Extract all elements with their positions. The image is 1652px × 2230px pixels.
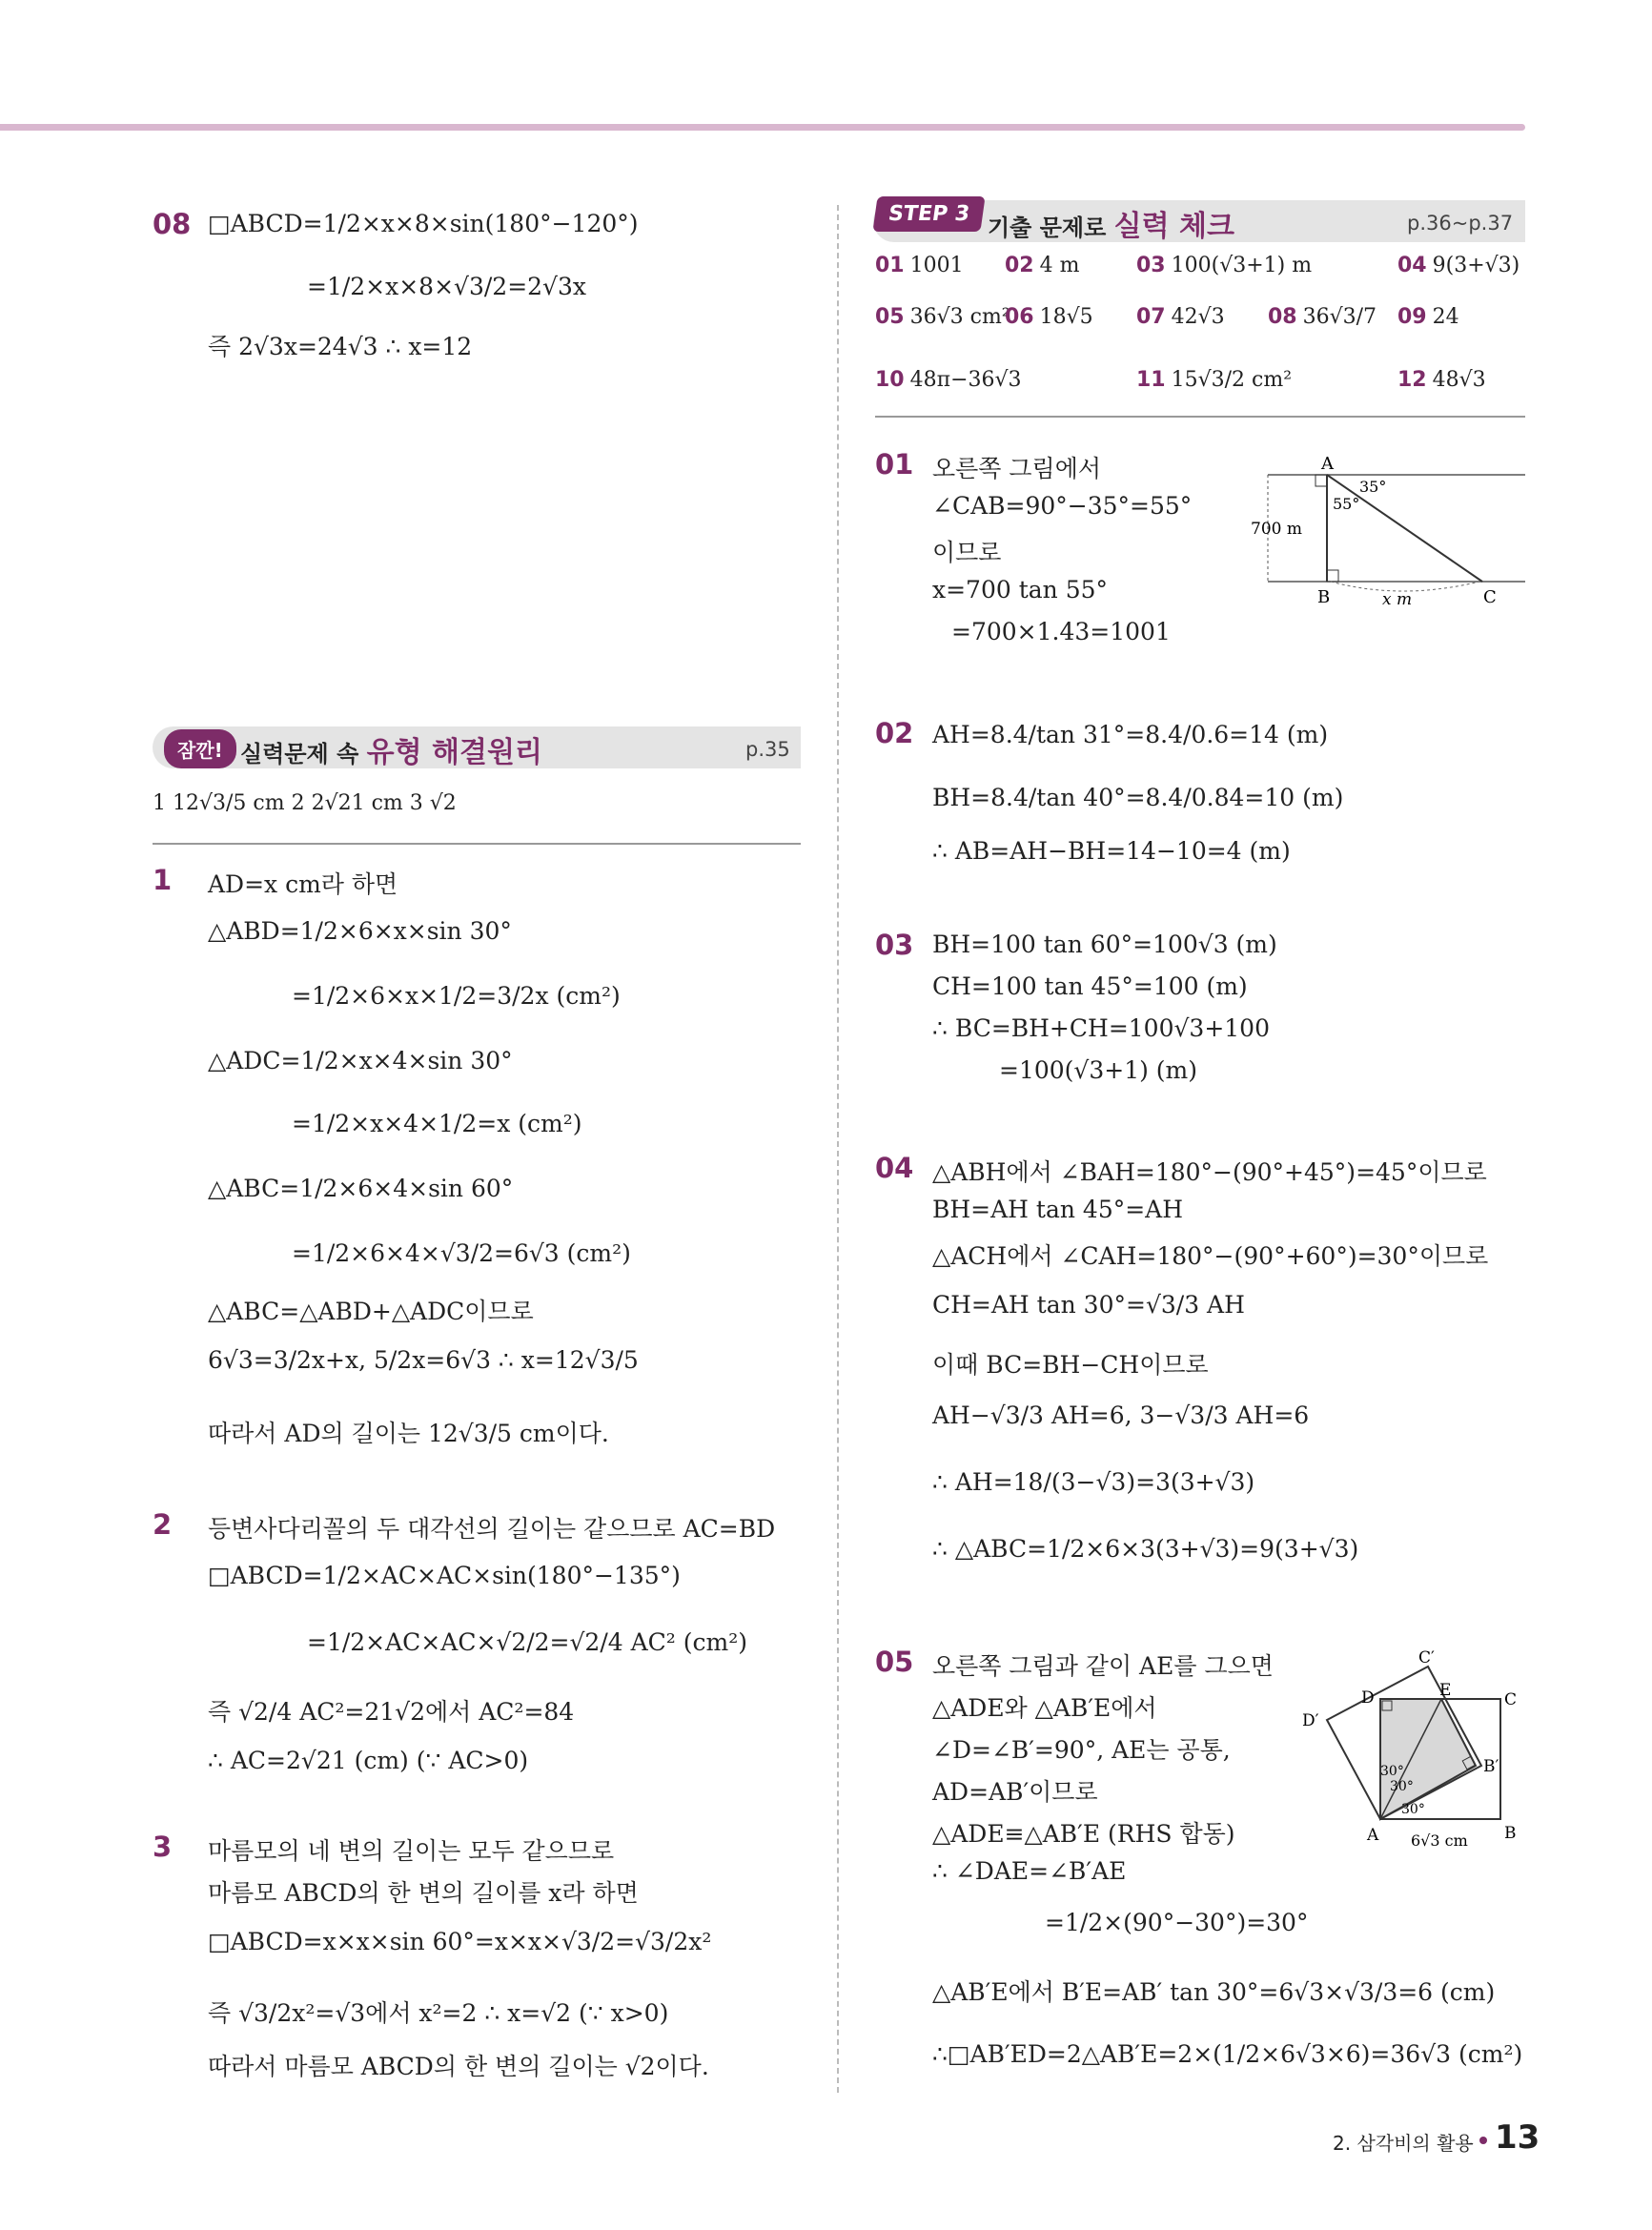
- answer-num: 04: [1397, 254, 1427, 277]
- answer-num: 08: [1268, 305, 1297, 329]
- label-Dp: D′: [1302, 1711, 1319, 1730]
- solution-line: 즉 √2/4 AC²=21√2에서 AC²=84: [208, 1698, 575, 1726]
- answer-val: 48√3: [1432, 368, 1486, 392]
- step-badge: STEP 3: [872, 196, 985, 232]
- answer-val: 1001: [909, 254, 964, 277]
- label-D: D: [1361, 1688, 1375, 1708]
- label-C: C: [1504, 1690, 1518, 1709]
- solution-line: AD=AB′이므로: [932, 1778, 1098, 1806]
- problem-number: 1: [153, 864, 173, 896]
- label-base: x m: [1382, 590, 1413, 609]
- solution-line: =700×1.43=1001: [951, 618, 1171, 645]
- answer-item: [1136, 254, 1312, 277]
- answer-val: 36√3 cm²: [909, 305, 1010, 329]
- answer-num: 06: [1005, 305, 1034, 329]
- step-page-ref: p.36~p.37: [1407, 212, 1514, 235]
- solution-line: CH=100 tan 45°=100 (m): [932, 972, 1248, 1000]
- answer-val: 48π−36√3: [909, 368, 1022, 392]
- solution-line: 따라서 AD의 길이는 12√3/5 cm이다.: [208, 1420, 609, 1447]
- solution-line: 오른쪽 그림과 같이 AE를 그으면: [932, 1652, 1274, 1680]
- solution-line: BH=8.4/tan 40°=8.4/0.84=10 (m): [932, 784, 1344, 811]
- label-angle-2: 30°: [1390, 1779, 1414, 1794]
- answer-val: 15√3/2 cm²: [1171, 368, 1293, 392]
- solution-line: 오른쪽 그림에서: [932, 455, 1101, 482]
- answer-item: [1005, 254, 1079, 277]
- divider-line: [875, 416, 1525, 418]
- tip-badge: 잠깐!: [164, 729, 236, 768]
- label-height: 700 m: [1251, 520, 1302, 539]
- solution-line: x=700 tan 55°: [932, 576, 1109, 604]
- solution-line: 6√3=3/2x+x, 5/2x=6√3 ∴ x=12√3/5: [208, 1346, 639, 1374]
- answer-item: [1397, 305, 1459, 329]
- answer-item: [875, 305, 1010, 329]
- problem-number: 01: [875, 448, 914, 481]
- answer-val: 4 m: [1039, 254, 1080, 277]
- problem-number: 05: [875, 1646, 914, 1678]
- solution-line: ∴ ∠DAE=∠B′AE: [932, 1857, 1127, 1885]
- solution-line: △ADE≡△AB′E (RHS 합동): [932, 1820, 1235, 1848]
- step-title-prefix: 기출 문제로: [988, 215, 1107, 241]
- label-angle-1: 35°: [1359, 478, 1387, 496]
- solution-line: 등변사다리꼴의 두 대각선의 길이는 같으므로 AC=BD: [208, 1515, 776, 1543]
- tip-answers: 1 12√3/5 cm 2 2√21 cm 3 √2: [153, 791, 457, 815]
- label-Bp: B′: [1483, 1757, 1499, 1776]
- solution-line: =1/2×AC×AC×√2/2=√2/4 AC² (cm²): [307, 1628, 747, 1656]
- divider-line: [153, 843, 801, 845]
- figure-05: [1287, 1649, 1525, 1869]
- label-B: B: [1504, 1824, 1517, 1843]
- solution-line: 즉 √3/2x²=√3에서 x²=2 ∴ x=√2 (∵ x>0): [208, 1999, 669, 2027]
- solution-line: CH=AH tan 30°=√3/3 AH: [932, 1291, 1245, 1319]
- tip-page-ref: p.35: [745, 738, 790, 761]
- column-divider: [837, 205, 839, 2093]
- solution-line: 마름모 ABCD의 한 변의 길이를 x라 하면: [208, 1879, 639, 1907]
- answer-item: [1136, 368, 1292, 392]
- solution-line: ∴ AH=18/(3−√3)=3(3+√3): [932, 1468, 1255, 1496]
- answer-num: 10: [875, 368, 905, 392]
- problem-number: 04: [875, 1152, 914, 1184]
- solution-line: □ABCD=x×x×sin 60°=x×x×√3/2=√3/2x²: [208, 1928, 712, 1955]
- tip-title-prefix: 실력문제 속: [240, 741, 359, 767]
- solution-line: ∴ BC=BH+CH=100√3+100: [932, 1014, 1270, 1042]
- tip-title: [240, 728, 542, 770]
- solution-line: BH=100 tan 60°=100√3 (m): [932, 931, 1277, 958]
- answer-num: 07: [1136, 305, 1166, 329]
- solution-line: =100(√3+1) (m): [999, 1056, 1198, 1084]
- solution-line: ∴□AB′ED=2△AB′E=2×(1/2×6√3×6)=36√3 (cm²): [932, 2040, 1523, 2068]
- answer-num: 12: [1397, 368, 1427, 392]
- solution-line: △ADC=1/2×x×4×sin 30°: [208, 1047, 513, 1074]
- solution-line: AH=8.4/tan 31°=8.4/0.6=14 (m): [932, 721, 1329, 748]
- solution-line: 즉 2√3x=24√3 ∴ x=12: [208, 333, 473, 360]
- solution-line: △ACH에서 ∠CAH=180°−(90°+60°)=30°이므로: [932, 1242, 1489, 1270]
- page-number: 13: [1495, 2118, 1540, 2157]
- answer-val: 18√5: [1039, 305, 1093, 329]
- footer-dot: [1479, 2137, 1487, 2144]
- answer-val: 100(√3+1) m: [1171, 254, 1313, 277]
- step-title-highlight: 실력 체크: [1113, 210, 1235, 243]
- solution-line: ∠D=∠B′=90°, AE는 공통,: [932, 1736, 1231, 1764]
- label-Cp: C′: [1418, 1649, 1435, 1667]
- answer-num: 09: [1397, 305, 1427, 329]
- problem-number: 03: [875, 929, 914, 961]
- solution-line: =1/2×6×4×√3/2=6√3 (cm²): [292, 1239, 631, 1267]
- answer-item: [1136, 305, 1225, 329]
- answer-item: [875, 254, 964, 277]
- solution-line: =1/2×x×8×√3/2=2√3x: [307, 273, 586, 300]
- label-angle-1: 30°: [1380, 1764, 1404, 1779]
- solution-line: ∴ AC=2√21 (cm) (∵ AC>0): [208, 1747, 529, 1774]
- answer-val: 24: [1432, 305, 1459, 329]
- answer-num: 01: [875, 254, 905, 277]
- solution-line: 이때 BC=BH−CH이므로: [932, 1351, 1209, 1379]
- solution-line: △ABD=1/2×6×x×sin 30°: [208, 917, 512, 945]
- label-A: A: [1367, 1826, 1379, 1845]
- solution-line: AH−√3/3 AH=6, 3−√3/3 AH=6: [932, 1401, 1310, 1429]
- label-base: 6√3 cm: [1411, 1831, 1468, 1850]
- label-A: A: [1321, 454, 1334, 474]
- solution-line: ∴ △ABC=1/2×6×3(3+√3)=9(3+√3): [932, 1535, 1359, 1563]
- label-E: E: [1439, 1681, 1452, 1700]
- solution-line: △ABC=△ABD+△ADC이므로: [208, 1298, 534, 1325]
- solution-line: □ABCD=1/2×AC×AC×sin(180°−135°): [208, 1562, 681, 1589]
- top-band: [0, 124, 1525, 131]
- answer-num: 03: [1136, 254, 1166, 277]
- tip-title-highlight: 유형 해결원리: [366, 736, 542, 769]
- solution-line: 이므로: [932, 539, 1002, 566]
- problem-number: 3: [153, 1831, 173, 1863]
- answer-item: [1397, 368, 1486, 392]
- solution-line: △AB′E에서 B′E=AB′ tan 30°=6√3×√3/3=6 (cm): [932, 1978, 1496, 2006]
- figure-01: [1239, 448, 1525, 610]
- solution-line: BH=AH tan 45°=AH: [932, 1196, 1184, 1223]
- label-B: B: [1317, 587, 1331, 607]
- solution-line: △ABC=1/2×6×4×sin 60°: [208, 1175, 514, 1202]
- solution-line: =1/2×x×4×1/2=x (cm²): [292, 1110, 582, 1137]
- chapter-title: 2. 삼각비의 활용: [1333, 2132, 1474, 2155]
- answer-val: 36√3/7: [1302, 305, 1377, 329]
- label-angle-2: 55°: [1333, 495, 1360, 513]
- solution-line: △ABH에서 ∠BAH=180°−(90°+45°)=45°이므로: [932, 1158, 1487, 1186]
- solution-line: ∴ AB=AH−BH=14−10=4 (m): [932, 837, 1291, 865]
- solution-line: ∠CAB=90°−35°=55°: [932, 492, 1193, 520]
- solution-line: 따라서 마름모 ABCD의 한 변의 길이는 √2이다.: [208, 2053, 709, 2080]
- solution-line: △ADE와 △AB′E에서: [932, 1694, 1157, 1722]
- problem-number: 02: [875, 717, 914, 749]
- answer-item: [875, 368, 1022, 392]
- solution-line: □ABCD=1/2×x×8×sin(180°−120°): [208, 210, 639, 237]
- answer-num: 05: [875, 305, 905, 329]
- label-C: C: [1483, 587, 1497, 607]
- answer-item: [1268, 305, 1377, 329]
- solution-line: AD=x cm라 하면: [208, 870, 398, 898]
- answer-item: [1397, 254, 1519, 277]
- solution-line: =1/2×6×x×1/2=3/2x (cm²): [292, 982, 621, 1010]
- answer-val: 9(3+√3): [1432, 254, 1520, 277]
- answer-item: [1005, 305, 1093, 329]
- answer-num: 02: [1005, 254, 1034, 277]
- label-angle-3: 30°: [1401, 1802, 1425, 1817]
- problem-number: 08: [153, 208, 192, 240]
- answer-val: 42√3: [1171, 305, 1225, 329]
- answer-num: 11: [1136, 368, 1166, 392]
- step-title: [988, 202, 1234, 244]
- problem-number: 2: [153, 1508, 173, 1541]
- solution-line: =1/2×(90°−30°)=30°: [1045, 1909, 1309, 1936]
- solution-line: 마름모의 네 변의 길이는 모두 같으므로: [208, 1837, 615, 1865]
